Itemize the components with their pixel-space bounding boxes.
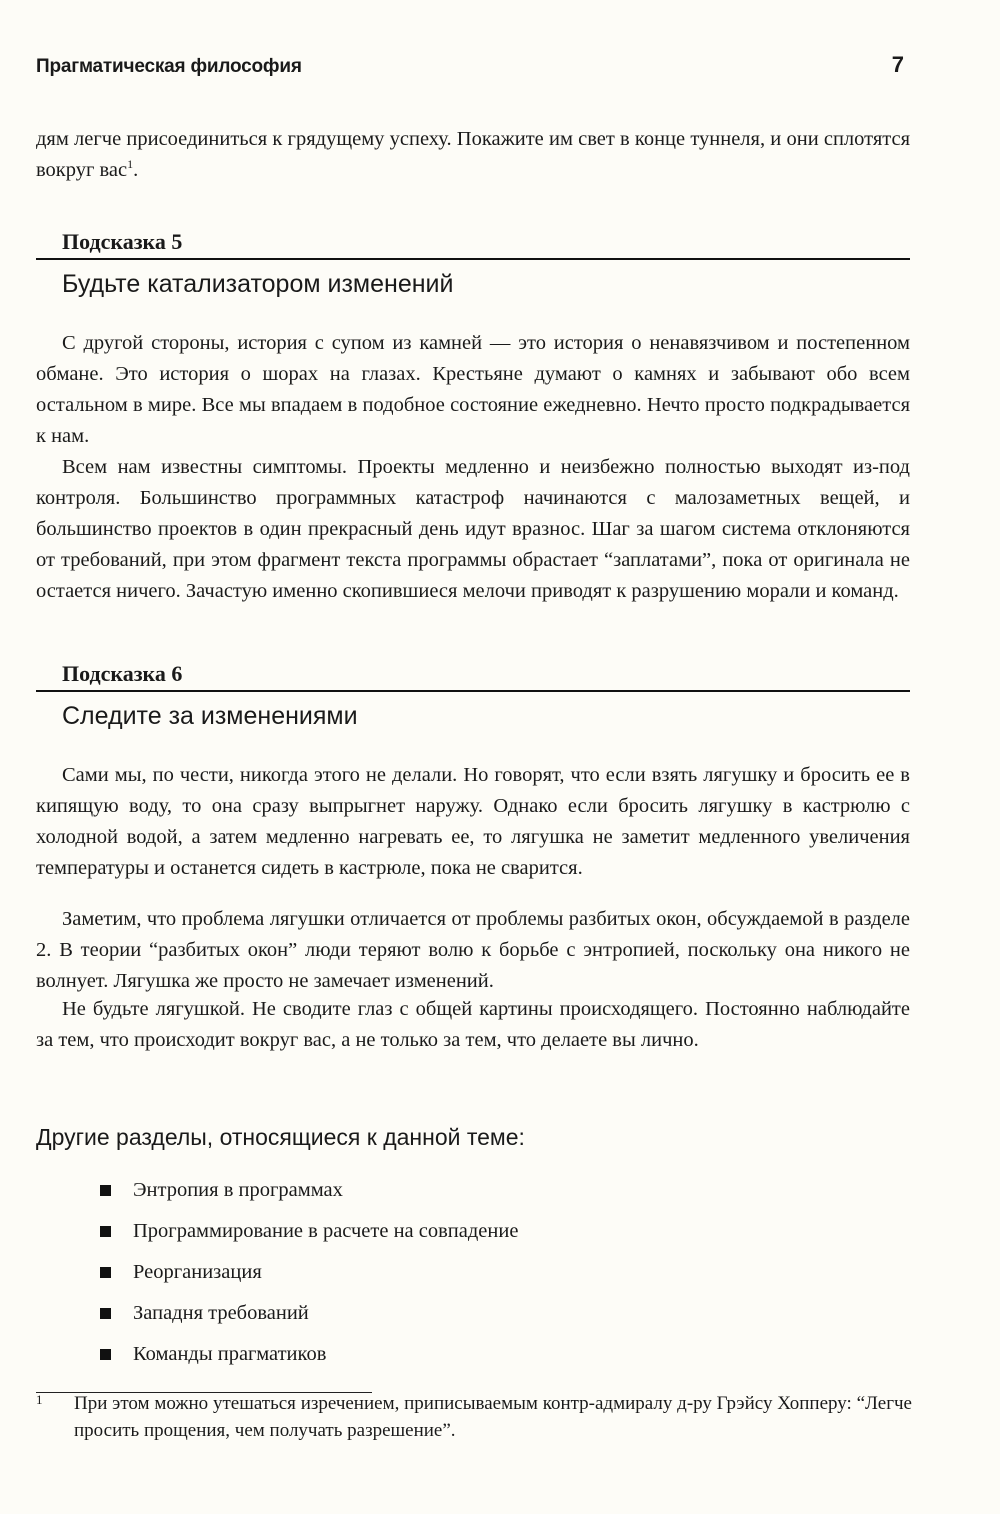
related-sections-list xyxy=(100,1170,518,1375)
tip6-paragraph-2: Заметим, что проблема лягушки отличается от проблемы разбитых окон, обсуждаемой в разделе 2. В теории “разбитых окон” люди теряют волю к борьбе с энтропией, поскольку она никого не волнует. Лягушка же просто не замечает изменений. xyxy=(36,908,910,992)
tip-6 xyxy=(36,660,910,732)
intro-paragraph: дям легче присоединиться к грядущему успеху. Покажите им свет в конце туннеля, и они сплотятся вокруг вас$^1$. xyxy=(36,128,910,181)
page-number: 7 xyxy=(891,52,904,77)
tip6-paragraph-3: Не будьте лягушкой. Не сводите глаз с общей картины происходящего. Постоянно наблюдайте за тем, что происходит вокруг вас, а не только за тем, что делаете вы лично. xyxy=(36,998,910,1051)
list-item[interactable]: Программирование в расчете на совпадение xyxy=(100,1211,518,1252)
related-sections-heading: Другие разделы, относящиеся к данной теме: xyxy=(36,1124,525,1150)
tip5-paragraph-1: С другой стороны, история с супом из камней — это история о ненавязчивом и постепенном обмане. Это история о шорах на глазах. Крестьяне думают о камнях и забывают обо всем остальном в мире. Все мы впадаем в подобное состояние ежедневно. Нечто просто подкрадывается к нам. xyxy=(36,332,910,447)
bullet-icon xyxy=(100,1308,111,1319)
tip-title: Следите за изменениями xyxy=(62,702,358,730)
tip-label: Подсказка 5 xyxy=(62,229,183,254)
list-item[interactable]: Энтропия в программах xyxy=(100,1170,518,1211)
tip-divider xyxy=(36,258,910,260)
bullet-icon xyxy=(100,1349,111,1360)
tip-title: Будьте катализатором изменений xyxy=(62,270,454,298)
list-item[interactable]: Команды прагматиков xyxy=(100,1334,518,1375)
list-item[interactable]: Реорганизация xyxy=(100,1252,518,1293)
tip-5 xyxy=(36,228,910,300)
running-title: Прагматическая философия xyxy=(36,56,302,77)
intro-text: дям легче присоединиться к грядущему успеху. Покажите им свет в конце туннеля, и они сплотятся вокруг вас xyxy=(36,128,910,181)
tip5-paragraph-2: Всем нам известны симптомы. Проекты медленно и неизбежно полностью выходят из-под контроля. Большинство программных катастроф начинаются с малозаметных вещей, и большинство проектов в один прекрасный день идут вразнос. Шаг за шагом система отклоняются от требований, при этом фрагмент текста программы обрастает “заплатами”, пока от оригинала не остается ничего. Зачастую именно скопившиеся мелочи приводят к разрушению морали и команд. xyxy=(36,456,910,602)
bullet-icon xyxy=(100,1185,111,1196)
list-item[interactable]: Западня требований xyxy=(100,1293,518,1334)
footnote-text: При этом можно утешаться изречением, приписываемым контр-адмиралу д-ру Грэйсу Хопперу: “Легче просить прощения, чем получать разрешение”. xyxy=(74,1393,912,1441)
tip-label: Подсказка 6 xyxy=(62,661,183,686)
tip6-paragraph-1: Сами мы, по чести, никогда этого не делали. Но говорят, что если взять лягушку и бросить ее в кипящую воду, то она сразу выпрыгнет наружу. Однако если бросить лягушку в кастрюлю с холодной водой, а затем медленно нагревать ее, то лягушка не заметит медленного увеличения температуры и останется сидеть в кастрюле, пока не сварится. xyxy=(36,764,910,879)
tip-divider xyxy=(36,690,910,692)
bullet-icon xyxy=(100,1226,111,1237)
footnote-mark: 1 xyxy=(36,1392,43,1407)
bullet-icon xyxy=(100,1267,111,1278)
footnote-reference[interactable]: 1 xyxy=(127,157,134,172)
